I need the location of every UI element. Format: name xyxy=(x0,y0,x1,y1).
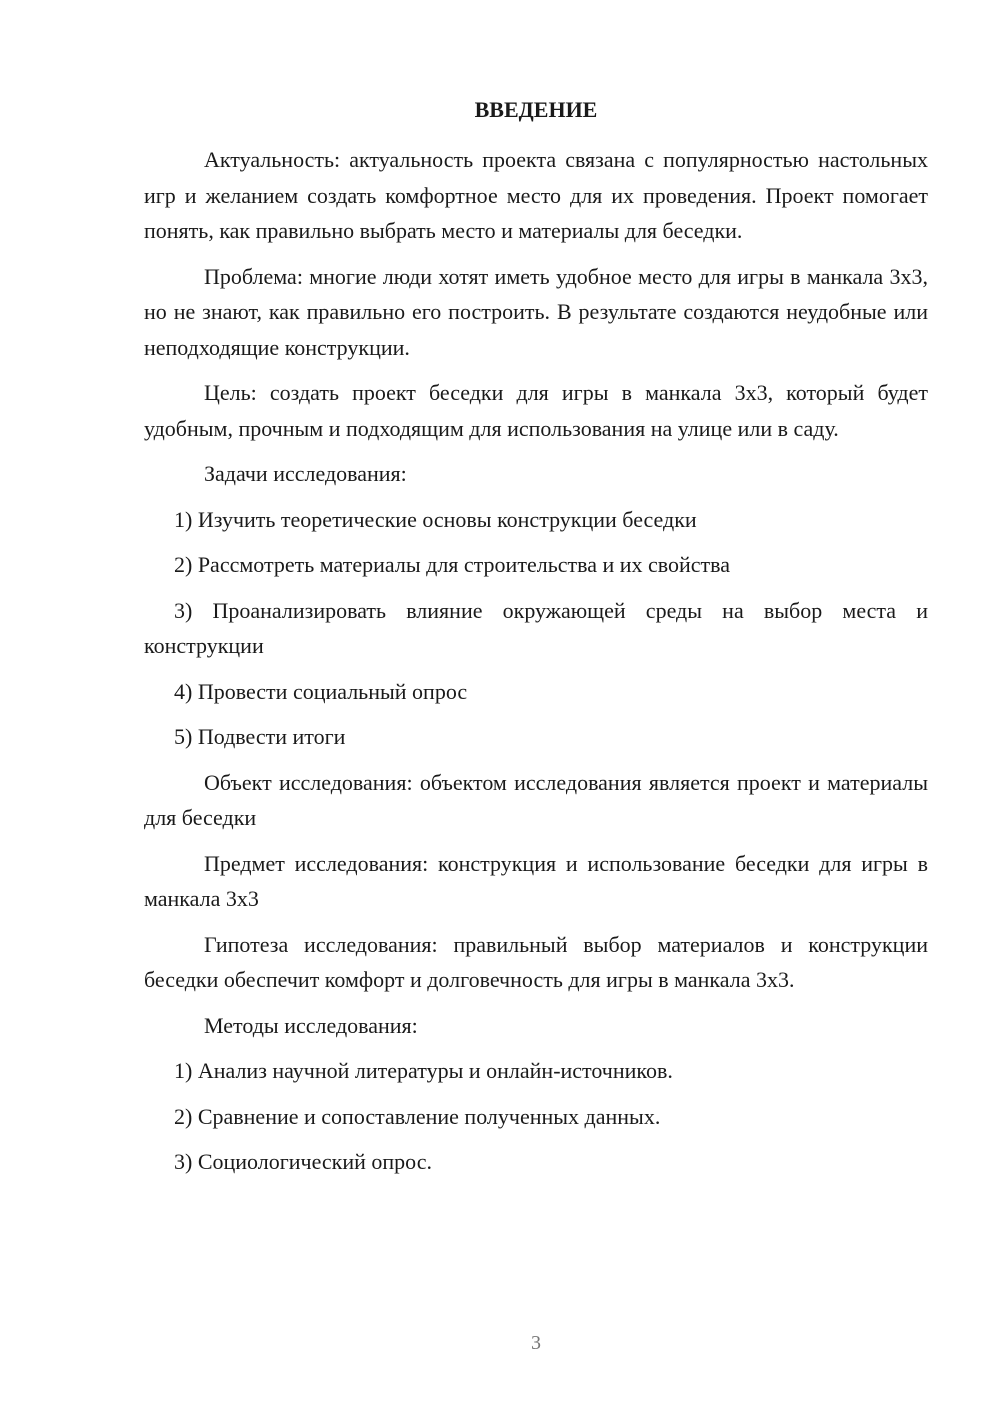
hypothesis-paragraph: Гипотеза исследования: правильный выбор материалов и конструкции беседки обеспечит комфорт и долговечность для игры в манкала 3x3. xyxy=(144,931,928,992)
page-heading: ВВЕДЕНИЕ xyxy=(474,97,598,122)
document-page xyxy=(144,92,928,1190)
method-item: 1) Анализ научной литературы и онлайн-источников. xyxy=(174,1058,673,1083)
problem-paragraph: Проблема: многие люди хотят иметь удобное место для игры в манкала 3x3, но не знают, как правильно его построить. В результате создаются неудобные или неподходящие конструкции. xyxy=(144,263,928,360)
page-number: 3 xyxy=(531,1332,541,1354)
methods-title: Методы исследования: xyxy=(204,1012,418,1038)
task-item: 5) Подвести итоги xyxy=(174,724,346,749)
method-item: 2) Сравнение и сопоставление полученных данных. xyxy=(174,1103,661,1129)
tasks-title: Задачи исследования: xyxy=(204,461,407,486)
method-item: 3) Социологический опрос. xyxy=(174,1149,432,1174)
task-item: 1) Изучить теоретические основы конструкции беседки xyxy=(174,506,697,532)
task-item: 4) Провести социальный опрос xyxy=(174,678,468,704)
subject-paragraph: Предмет исследования: конструкция и использование беседки для игры в манкала 3x3 xyxy=(144,850,928,911)
object-paragraph: Объект исследования: объектом исследования является проект и материалы для беседки xyxy=(144,769,928,830)
goal-paragraph: Цель: создать проект беседки для игры в манкала 3x3, который будет удобным, прочным и подходящим для использования на улице или в саду. xyxy=(144,380,928,441)
relevance-paragraph: Актуальность: актуальность проекта связана с популярностью настольных игр и желанием создать комфортное место для их проведения. Проект помогает понять, как правильно выбрать место и материалы для беседки. xyxy=(144,147,928,243)
task-item: 2) Рассмотреть материалы для строительства и их свойства xyxy=(174,552,731,577)
task-item: 3) Проанализировать влияние окружающей среды на выбор места и конструкции xyxy=(144,597,928,658)
